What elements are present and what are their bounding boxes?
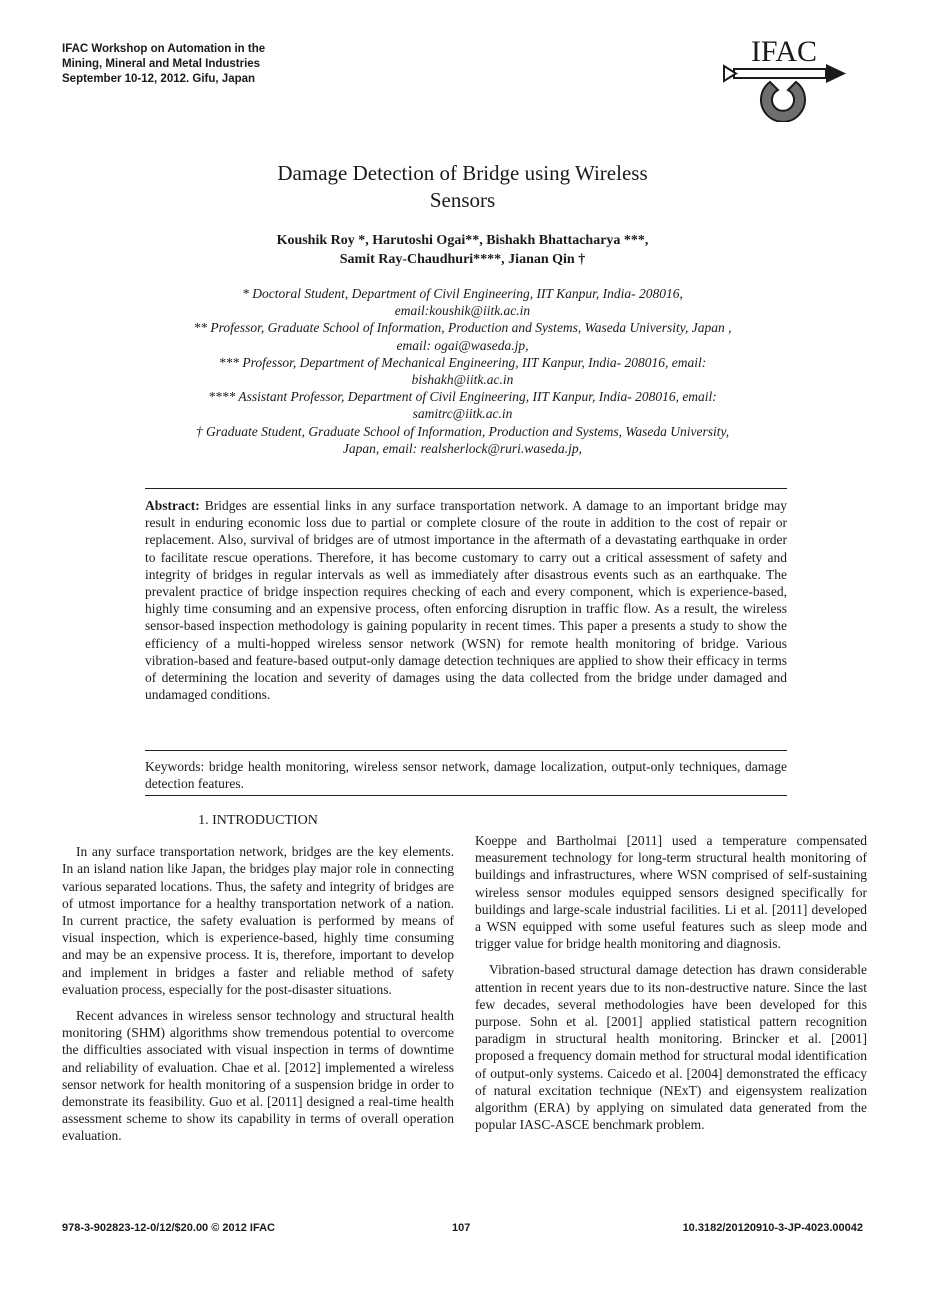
keywords-top-rule [145,750,787,751]
affiliation-5: † Graduate Student, Graduate School of Information, Production and Systems, Waseda University, Japan, email: realsherlock@ruri.waseda.jp, [195,423,730,456]
intro-paragraph-1: In any surface transportation network, bridges are the key elements. In an island nation like Japan, the bridges play major role in connecting various separated locations. Thus, the safety and integrity of bridges are of utmost importance for a healthy transportation network of a nation. In current practice, the safety evaluation is performed by means of visual inspection, which is experience-based, highly time consuming and may be an expensive process. It is, therefore, important to develop and implement in bridges a faster and reliable method of safety evaluation process, especially for the post-disaster situations. [62,844,454,997]
abstract-top-rule [145,488,787,489]
paper-title [150,160,775,214]
left-column [62,812,454,1154]
authors-line-2: Samit Ray-Chaudhuri****, Jianan Qin † [339,252,586,267]
keywords: Keywords: bridge health monitoring, wireless sensor network, damage localization, output-only techniques, damage detection features. [145,759,787,792]
workshop-line-3: September 10-12, 2012. Gifu, Japan [62,73,256,85]
footer-page-number: 107 [452,1222,471,1234]
footer-isbn: 978-3-902823-12-0/12/$20.00 © 2012 IFAC [62,1222,275,1234]
right-paragraph-1: Koeppe and Bartholmai [2011] used a temperature compensated measurement technology for long-term structural health monitoring of buildings and infrastructures, where WSN comprised of self-sustaining wireless sensor modules equipped sensors designed specifically for buildings and large-scale industrial facilities. Li et al. [2011] developed a WSN equipped with some useful features such as sleep mode and trigger value for bridge health monitoring and diagnosis. [475,833,867,952]
affiliation-4: **** Assistant Professor, Department of Civil Engineering, IIT Kanpur, India- 208016, email: samitrc@iitk.ac.in [208,389,717,422]
authors-line-1: Koushik Roy *, Harutoshi Ogai**, Bishakh Bhattacharya ***, [276,233,649,248]
ifac-logo [722,36,852,122]
affiliations [190,285,735,457]
right-column [475,832,867,1142]
affiliation-1: * Doctoral Student, Department of Civil Engineering, IIT Kanpur, India- 208016, email:koushik@iitk.ac.in [242,286,683,319]
workshop-header [62,42,265,87]
right-paragraph-2: Vibration-based structural damage detection has drawn considerable attention in recent years due to its non-destructive nature. Since the last few decades, several methodologies have been developed for this purpose. Sohn et al. [2001] applied statistical pattern recognition paradigm in structural health monitoring. Brincker et al. [2001] proposed a frequency domain method for structural modal identification of output-only systems. Caicedo et al. [2004] demonstrated the efficacy of natural excitation technique (NExT) and eigensystem realization algorithm (ERA) by applying on simulated data generated from the popular IASC-ASCE benchmark problem. [475,962,867,1133]
workshop-line-1: IFAC Workshop on Automation in the [62,43,266,55]
author-list [150,231,775,269]
intro-paragraph-2: Recent advances in wireless sensor technology and structural health monitoring (SHM) algorithms show tremendous potential to overcome the difficulties associated with visual inspection in terms of downtime and reliability of evaluation. Chae et al. [2012] implemented a wireless sensor network for health monitoring of a suspension bridge in order to demonstrate its feasibility. Guo et al. [2011] designed a real-time health assessment scheme to show its capability in terms of overall operation evaluation. [62,1008,454,1144]
affiliation-2: ** Professor, Graduate School of Information, Production and Systems, Waseda University, Japan , email: ogai@waseda.jp, [193,320,732,353]
abstract-text: Bridges are essential links in any surface transportation network. A damage to an important bridge may result in enduring economic loss due to partial or complete closure of the route in addition to the cost of repair or replacement. Also, survival of bridges are of utmost importance in the aftermath of a devastating earthquake in order to facilitate rescue operations. Therefore, it has become customary to carry out a critical assessment of safety and integrity of bridges in regular intervals as well as immediately after disastrous events such as an earthquake. The prevalent practice of bridge inspection requires checking of each and every component, which is experience-based, highly time consuming and an expensive process, often enforcing disruption in traffic flow. As a result, the wireless sensor-based inspection methodology is gaining popularity in recent times. This paper a presents a study to show the efficiency of a multi-hopped wireless sensor network (WSN) for remote health monitoring of bridge. Various vibration-based and feature-based output-only damage detection techniques are applied to show their efficacy in terms of determining the location and severity of damages using the data collected from the bridge under damaged and undamaged conditions. [145,498,788,703]
footer-doi: 10.3182/20120910-3-JP-4023.00042 [682,1222,863,1234]
keywords-bottom-rule [145,795,787,796]
abstract [145,497,787,703]
section-heading: 1. INTRODUCTION [198,813,318,828]
abstract-label: Abstract: [145,498,200,513]
workshop-line-2: Mining, Mineral and Metal Industries [62,58,261,70]
title-line-2: Sensors [429,188,496,212]
ifac-logo-text: IFAC [750,36,818,68]
affiliation-3: *** Professor, Department of Mechanical Engineering, IIT Kanpur, India- 208016, email: bishakh@iitk.ac.in [218,354,707,388]
title-line-1: Damage Detection of Bridge using Wireless [277,161,648,185]
